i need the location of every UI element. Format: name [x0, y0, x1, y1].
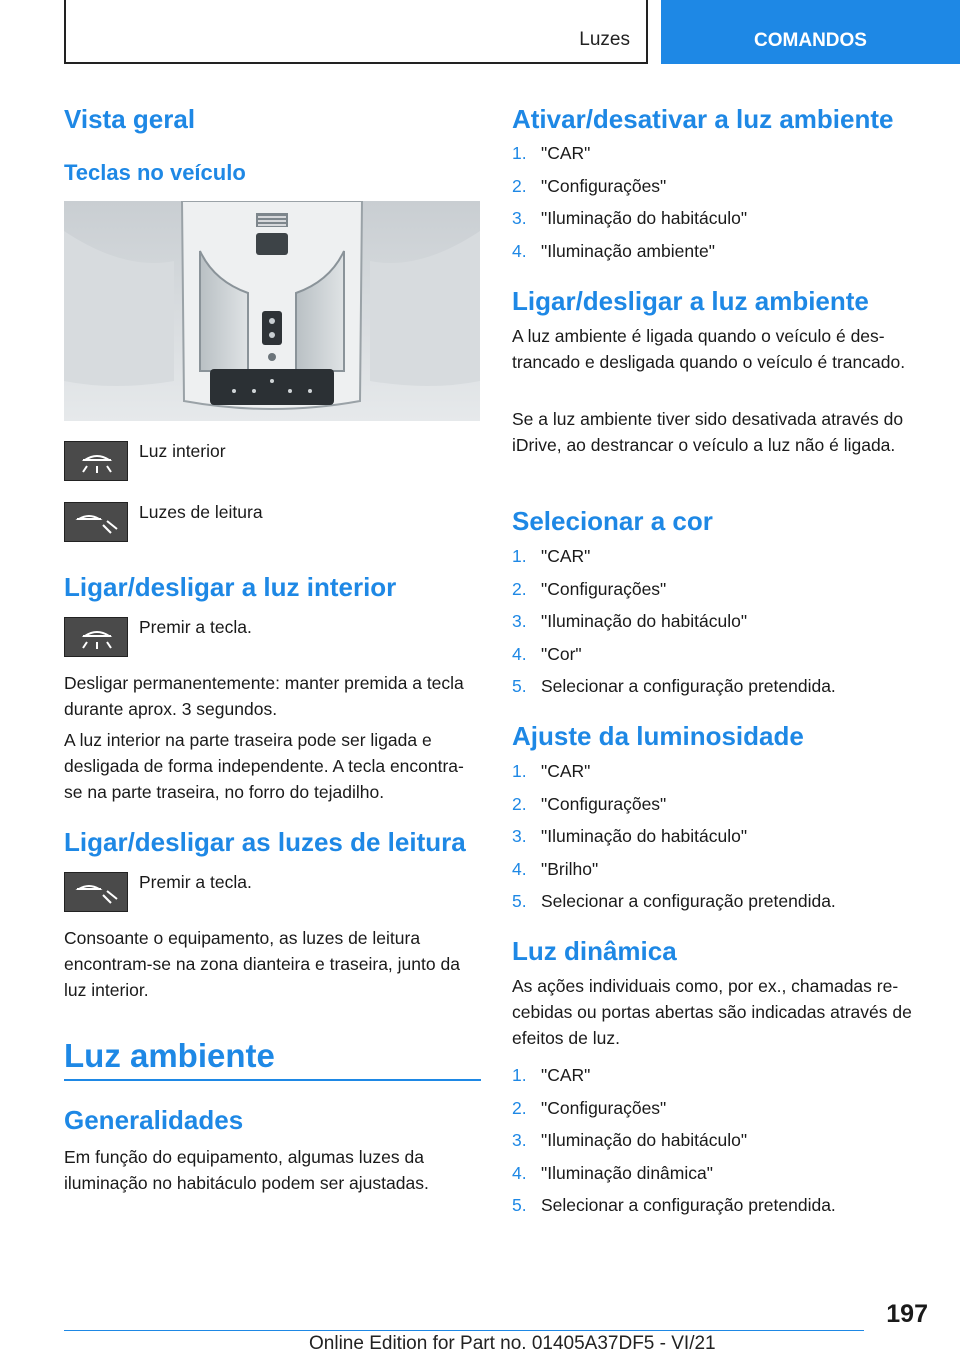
- page-number: 197: [886, 1300, 928, 1328]
- list-item: 4. "Cor": [512, 643, 582, 664]
- footer-divider: [64, 1330, 864, 1331]
- header-chapter-tab: [661, 0, 960, 64]
- list-item: 1. "CAR": [512, 143, 591, 163]
- list-item: 1. "CAR": [512, 546, 591, 566]
- brightness-steps-list: [512, 760, 932, 923]
- list-item: 1. "CAR": [512, 1065, 591, 1085]
- list-item: 2. "Configurações": [512, 1097, 667, 1118]
- dynamic-light-heading: Luz dinâmica: [512, 936, 677, 966]
- interior-light-icon: [64, 441, 128, 481]
- reading-light-icon: [64, 872, 128, 912]
- reading-paragraph-1: Consoante o equipamento, as luzes de leitura encontram-se na zona dianteira e traseira, junto da luz interior.: [64, 928, 460, 1000]
- section-divider: [64, 1079, 481, 1081]
- color-steps-list: [512, 545, 932, 708]
- onoff-ambient-heading: Ligar/desligar a luz ambiente: [512, 286, 869, 316]
- list-item: 3. "Iluminação do habitáculo": [512, 826, 748, 846]
- list-item: 2. "Configurações": [512, 793, 667, 814]
- ambient-light-heading: Luz ambiente: [64, 1037, 275, 1074]
- activate-steps-list: [512, 142, 932, 272]
- list-item: 2. "Configurações": [512, 578, 667, 599]
- onoff-paragraph-1: A luz ambiente é ligada quando o veículo é destrancado e desligada quando o veículo é trancado.: [512, 326, 906, 372]
- list-item: 1. "CAR": [512, 761, 591, 781]
- header-chapter-label: COMANDOS: [754, 30, 867, 51]
- general-heading: Generalidades: [64, 1105, 244, 1135]
- interior-light-heading: Ligar/desligar a luz interior: [64, 572, 397, 602]
- list-item: 3. "Iluminação do habitáculo": [512, 208, 748, 228]
- reading-light-icon: [64, 502, 128, 542]
- list-item: 2. "Configurações": [512, 175, 667, 196]
- activate-ambient-heading: Ativar/desativar a luz ambiente: [512, 104, 894, 134]
- list-item: 4. "Iluminação dinâmica": [512, 1162, 713, 1183]
- interior-light-icon: [64, 617, 128, 657]
- keys-heading: Teclas no veículo: [64, 160, 246, 185]
- footer-edition: Online Edition for Part no. 01405A37DF5 - VI/21: [309, 1333, 716, 1354]
- interior-paragraph-1: Desligar permanentemente: manter premida a tecla durante aprox. 3 segundos.: [64, 673, 464, 719]
- roof-control-panel-photo: [64, 201, 480, 421]
- interior-paragraph-2: A luz interior na parte traseira pode ser ligada e desligada de forma independente. A tecla encontra-se na parte traseira, no forro do tejadilho.: [64, 730, 464, 802]
- list-item: 4. "Iluminação ambiente": [512, 240, 715, 261]
- interior-light-label: Luz interior: [139, 441, 226, 461]
- general-paragraph-1: Em função do equipamento, algumas luzes da iluminação no habitáculo podem ser ajustadas.: [64, 1147, 429, 1193]
- list-item: 4. "Brilho": [512, 858, 599, 879]
- reading-light-label: Luzes de leitura: [139, 502, 263, 522]
- dynamic-paragraph-1: As ações individuais como, por ex., chamadas recebidas ou portas abertas são indicadas através de efeitos de luz.: [512, 976, 912, 1048]
- interior-press-text: Premir a tecla.: [139, 617, 252, 637]
- list-item: 3. "Iluminação do habitáculo": [512, 1130, 748, 1150]
- overview-heading: Vista geral: [64, 104, 196, 134]
- list-item: 3. "Iluminação do habitáculo": [512, 611, 748, 631]
- header-section-title: Luzes: [579, 29, 630, 50]
- header-frame: [64, 0, 648, 64]
- reading-press-text: Premir a tecla.: [139, 872, 252, 892]
- list-item: 5. Selecionar a configuração pretendida.: [512, 676, 836, 696]
- dynamic-steps-list: [512, 1064, 932, 1227]
- list-item: 5. Selecionar a configuração pretendida.: [512, 891, 836, 911]
- brightness-heading: Ajuste da luminosidade: [512, 721, 804, 751]
- reading-light-heading: Ligar/desligar as luzes de leitura: [64, 827, 466, 857]
- onoff-paragraph-2: Se a luz ambiente tiver sido desativada através do iDrive, ao destrancar o veículo a luz não é ligada.: [512, 409, 904, 455]
- list-item: 5. Selecionar a configuração pretendida.: [512, 1195, 836, 1215]
- color-heading: Selecionar a cor: [512, 506, 713, 536]
